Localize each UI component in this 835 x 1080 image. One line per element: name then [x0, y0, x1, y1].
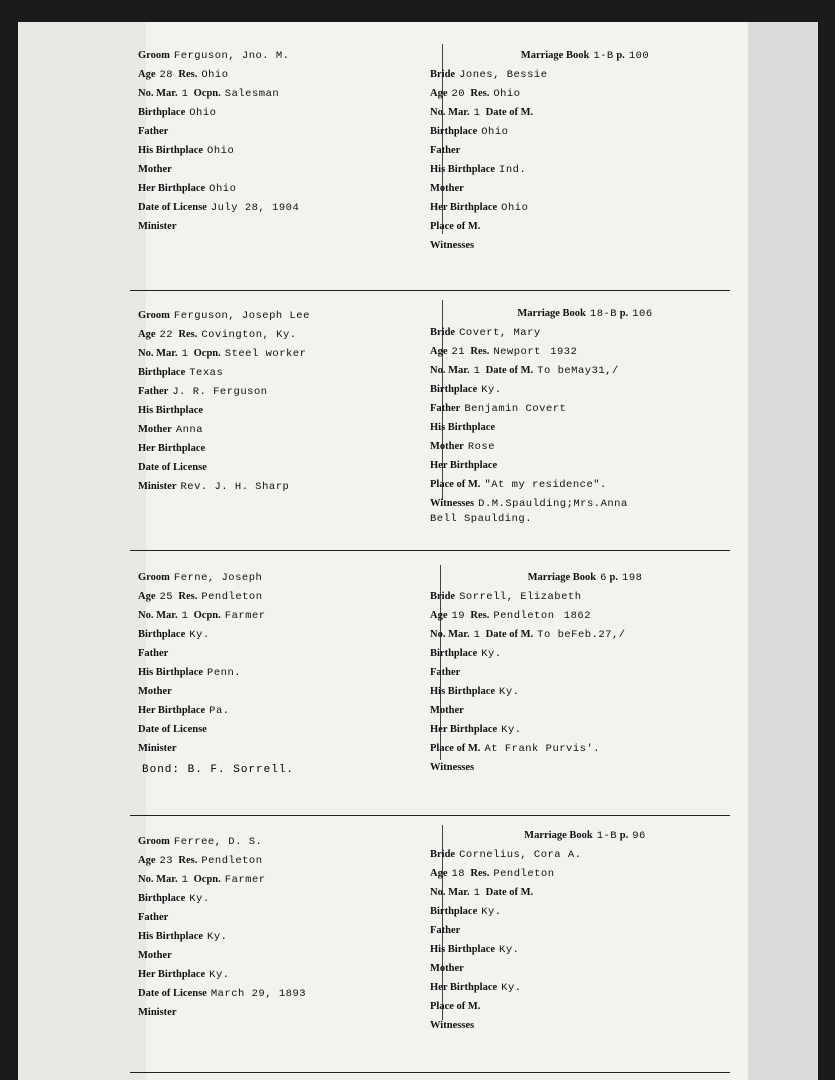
groom-his-birthplace: Ky.	[207, 931, 228, 943]
groom-column	[138, 568, 428, 758]
no-mar-label: No. Mar.	[430, 887, 470, 898]
bride-witnesses-continued: Bell Spaulding.	[430, 513, 533, 525]
groom-no-mar: 1	[181, 348, 189, 360]
age-label: Age	[138, 855, 156, 866]
father-label: Father	[430, 667, 461, 678]
res-label: Res.	[470, 868, 490, 879]
bride-column	[430, 46, 720, 255]
groom-his-birthplace: Penn.	[207, 667, 242, 679]
bride-her-birthplace: Ky.	[501, 724, 522, 736]
groom-label: Groom	[138, 310, 170, 321]
mother-label: Mother	[138, 424, 172, 435]
groom-ocpn: Salesman	[224, 88, 280, 100]
her-birthplace-label: Her Birthplace	[138, 183, 206, 194]
bride-place-of-m: "At my residence".	[484, 479, 607, 491]
marriage-book-label: Marriage Book	[520, 50, 590, 61]
bride-birthplace: Ky.	[481, 384, 502, 396]
witnesses-label: Witnesses	[430, 762, 475, 773]
bride-name: Sorrell, Elizabeth	[459, 591, 582, 603]
groom-age: 22	[159, 329, 174, 341]
groom-res: Pendleton	[201, 591, 263, 603]
groom-name: Ferree, D. S.	[173, 836, 263, 848]
marriage-book-number: 18-B	[589, 308, 618, 320]
bride-her-birthplace: Ohio	[501, 202, 529, 214]
her-birthplace-label: Her Birthplace	[430, 202, 498, 213]
her-birthplace-label: Her Birthplace	[430, 724, 498, 735]
groom-res: Covington, Ky.	[201, 329, 297, 341]
bride-res: Pendleton	[493, 868, 555, 880]
marriage-book-number: 1-B	[593, 50, 614, 62]
groom-ocpn: Farmer	[224, 610, 266, 622]
her-birthplace-label: Her Birthplace	[430, 982, 498, 993]
bride-age: 21	[451, 346, 466, 358]
date-of-license-label: Date of License	[138, 202, 207, 213]
bride-age: 18	[451, 868, 466, 880]
mother-label: Mother	[138, 686, 172, 697]
father-label: Father	[430, 925, 461, 936]
bride-her-birthplace: Ky.	[501, 982, 522, 994]
bride-column	[430, 826, 720, 1035]
bride-res-year: 1862	[563, 610, 592, 622]
groom-label: Groom	[138, 836, 170, 847]
bride-no-mar: 1	[473, 887, 481, 899]
bride-res: Ohio	[493, 88, 521, 100]
groom-age: 23	[159, 855, 174, 867]
date-of-m-label: Date of M.	[485, 629, 534, 640]
groom-column	[138, 306, 428, 496]
bride-name: Jones, Bessie	[459, 69, 548, 81]
page-label: p.	[616, 50, 625, 61]
page-label: p.	[619, 308, 629, 319]
groom-name: Ferguson, Joseph Lee	[173, 310, 310, 322]
groom-no-mar: 1	[181, 874, 189, 886]
groom-label: Groom	[138, 572, 170, 583]
her-birthplace-label: Her Birthplace	[138, 705, 206, 716]
father-label: Father	[138, 648, 169, 659]
groom-her-birthplace: Ky.	[209, 969, 230, 981]
groom-birthplace: Texas	[189, 367, 224, 379]
bride-place-of-m: At Frank Purvis'.	[484, 743, 601, 755]
groom-birthplace: Ky.	[189, 893, 210, 905]
card-divider	[130, 550, 730, 551]
groom-mother: Anna	[175, 424, 204, 436]
father-label: Father	[138, 912, 169, 923]
witnesses-label: Witnesses	[430, 498, 475, 509]
groom-father: J. R. Ferguson	[172, 386, 268, 398]
ocpn-label: Ocpn.	[193, 88, 221, 99]
groom-name: Ferne, Joseph	[173, 572, 263, 584]
mother-label: Mother	[430, 183, 464, 194]
bride-date-of-m: To beFeb.27,/	[537, 629, 626, 641]
her-birthplace-label: Her Birthplace	[138, 443, 206, 454]
no-mar-label: No. Mar.	[138, 874, 178, 885]
mother-label: Mother	[138, 950, 172, 961]
groom-her-birthplace: Pa.	[209, 705, 230, 717]
birthplace-label: Birthplace	[138, 107, 186, 118]
age-label: Age	[430, 88, 448, 99]
mother-label: Mother	[430, 963, 464, 974]
bride-name: Cornelius, Cora A.	[459, 849, 582, 861]
res-label: Res.	[178, 329, 198, 340]
no-mar-label: No. Mar.	[138, 88, 178, 99]
father-label: Father	[138, 386, 169, 397]
no-mar-label: No. Mar.	[430, 107, 470, 118]
bride-res: Newport	[493, 346, 541, 358]
date-of-license-label: Date of License	[138, 988, 207, 999]
groom-date-of-license: March 29, 1893	[210, 988, 307, 1000]
res-label: Res.	[178, 855, 198, 866]
bride-his-birthplace: Ky.	[499, 944, 520, 956]
witnesses-label: Witnesses	[430, 1020, 475, 1031]
bride-no-mar: 1	[473, 629, 481, 641]
groom-his-birthplace: Ohio	[207, 145, 235, 157]
bride-his-birthplace: Ind.	[499, 164, 527, 176]
no-mar-label: No. Mar.	[138, 348, 178, 359]
marriage-book-page: 198	[622, 572, 643, 584]
bride-birthplace: Ky.	[481, 648, 502, 660]
groom-label: Groom	[138, 50, 170, 61]
groom-res: Ohio	[201, 69, 229, 81]
ocpn-label: Ocpn.	[193, 610, 221, 621]
bride-date-of-m: To beMay31,/	[537, 365, 619, 377]
date-of-m-label: Date of M.	[485, 887, 534, 898]
bride-res: Pendleton	[493, 610, 555, 622]
age-label: Age	[138, 69, 156, 80]
res-label: Res.	[470, 88, 490, 99]
date-of-license-label: Date of License	[138, 462, 207, 473]
res-label: Res.	[178, 591, 198, 602]
birthplace-label: Birthplace	[430, 384, 478, 395]
father-label: Father	[138, 126, 169, 137]
her-birthplace-label: Her Birthplace	[430, 460, 498, 471]
ocpn-label: Ocpn.	[193, 874, 221, 885]
groom-date-of-license: July 28, 1904	[210, 202, 300, 214]
minister-label: Minister	[138, 221, 177, 232]
marriage-book-page: 96	[632, 830, 646, 842]
bride-birthplace: Ohio	[481, 126, 509, 138]
marriage-book-label: Marriage Book	[524, 830, 593, 841]
her-birthplace-label: Her Birthplace	[138, 969, 206, 980]
mother-label: Mother	[138, 164, 172, 175]
groom-age: 25	[159, 591, 174, 603]
no-mar-label: No. Mar.	[430, 365, 470, 376]
page-label: p.	[609, 572, 619, 583]
age-label: Age	[430, 346, 448, 357]
place-of-m-label: Place of M.	[430, 743, 481, 754]
his-birthplace-label: His Birthplace	[138, 405, 204, 416]
groom-ocpn: Steel worker	[224, 348, 307, 360]
mother-label: Mother	[430, 441, 464, 452]
no-mar-label: No. Mar.	[430, 629, 470, 640]
groom-birthplace: Ky.	[189, 629, 210, 641]
left-margin	[18, 22, 146, 1080]
no-mar-label: No. Mar.	[138, 610, 178, 621]
birthplace-label: Birthplace	[430, 906, 478, 917]
bride-no-mar: 1	[473, 107, 481, 119]
his-birthplace-label: His Birthplace	[138, 667, 204, 678]
minister-label: Minister	[138, 743, 177, 754]
bride-column	[430, 304, 720, 527]
birthplace-label: Birthplace	[430, 648, 478, 659]
his-birthplace-label: His Birthplace	[138, 931, 204, 942]
marriage-book-label: Marriage Book	[527, 572, 597, 583]
date-of-m-label: Date of M.	[485, 107, 534, 118]
place-of-m-label: Place of M.	[430, 479, 481, 490]
page-label: p.	[619, 830, 629, 841]
place-of-m-label: Place of M.	[430, 221, 481, 232]
birthplace-label: Birthplace	[138, 893, 186, 904]
res-label: Res.	[470, 346, 490, 357]
date-of-m-label: Date of M.	[485, 365, 534, 376]
bride-witnesses: D.M.Spaulding;Mrs.Anna	[478, 498, 628, 510]
his-birthplace-label: His Birthplace	[430, 422, 496, 433]
father-label: Father	[430, 145, 461, 156]
groom-column	[138, 46, 428, 236]
ocpn-label: Ocpn.	[193, 348, 221, 359]
groom-res: Pendleton	[201, 855, 263, 867]
bride-age: 20	[451, 88, 466, 100]
groom-ocpn: Farmer	[224, 874, 266, 886]
father-label: Father	[430, 403, 461, 414]
date-of-license-label: Date of License	[138, 724, 207, 735]
card-divider	[130, 1072, 730, 1073]
marriage-book-number: 1-B	[596, 830, 618, 842]
bride-no-mar: 1	[473, 365, 481, 377]
bride-name: Covert, Mary	[459, 327, 541, 339]
bride-column	[430, 568, 720, 777]
marriage-book-page: 100	[628, 50, 650, 62]
his-birthplace-label: His Birthplace	[430, 164, 496, 175]
marriage-book-label: Marriage Book	[517, 308, 586, 319]
bride-res-year: 1932	[550, 346, 578, 358]
age-label: Age	[138, 591, 156, 602]
bride-birthplace: Ky.	[481, 906, 502, 918]
bride-his-birthplace: Ky.	[499, 686, 520, 698]
his-birthplace-label: His Birthplace	[430, 686, 496, 697]
his-birthplace-label: His Birthplace	[430, 944, 496, 955]
groom-column	[138, 832, 428, 1022]
birthplace-label: Birthplace	[430, 126, 478, 137]
card-divider	[130, 815, 730, 816]
groom-no-mar: 1	[181, 88, 189, 100]
age-label: Age	[138, 329, 156, 340]
bride-father: Benjamin Covert	[464, 403, 567, 415]
minister-label: Minister	[138, 1007, 177, 1018]
his-birthplace-label: His Birthplace	[138, 145, 204, 156]
marriage-book-page: 106	[632, 308, 653, 320]
mother-label: Mother	[430, 705, 464, 716]
bride-label: Bride	[430, 327, 456, 338]
groom-no-mar: 1	[181, 610, 189, 622]
groom-birthplace: Ohio	[189, 107, 217, 119]
marriage-book-number: 6	[600, 572, 607, 584]
right-margin	[748, 22, 818, 1080]
groom-name: Ferguson, Jno. M.	[173, 50, 290, 62]
bride-mother: Rose	[467, 441, 496, 453]
bond-note: Bond: B. F. Sorrell.	[142, 764, 295, 776]
age-label: Age	[430, 868, 448, 879]
card-divider	[130, 290, 730, 291]
bride-label: Bride	[430, 69, 456, 80]
res-label: Res.	[470, 610, 490, 621]
witnesses-label: Witnesses	[430, 240, 475, 251]
groom-minister: Rev. J. H. Sharp	[180, 481, 290, 493]
bride-label: Bride	[430, 849, 456, 860]
bride-label: Bride	[430, 591, 456, 602]
bride-age: 19	[451, 610, 466, 622]
age-label: Age	[430, 610, 448, 621]
groom-her-birthplace: Ohio	[209, 183, 237, 195]
birthplace-label: Birthplace	[138, 367, 186, 378]
groom-age: 28	[159, 69, 174, 81]
res-label: Res.	[178, 69, 198, 80]
birthplace-label: Birthplace	[138, 629, 186, 640]
minister-label: Minister	[138, 481, 177, 492]
place-of-m-label: Place of M.	[430, 1001, 481, 1012]
